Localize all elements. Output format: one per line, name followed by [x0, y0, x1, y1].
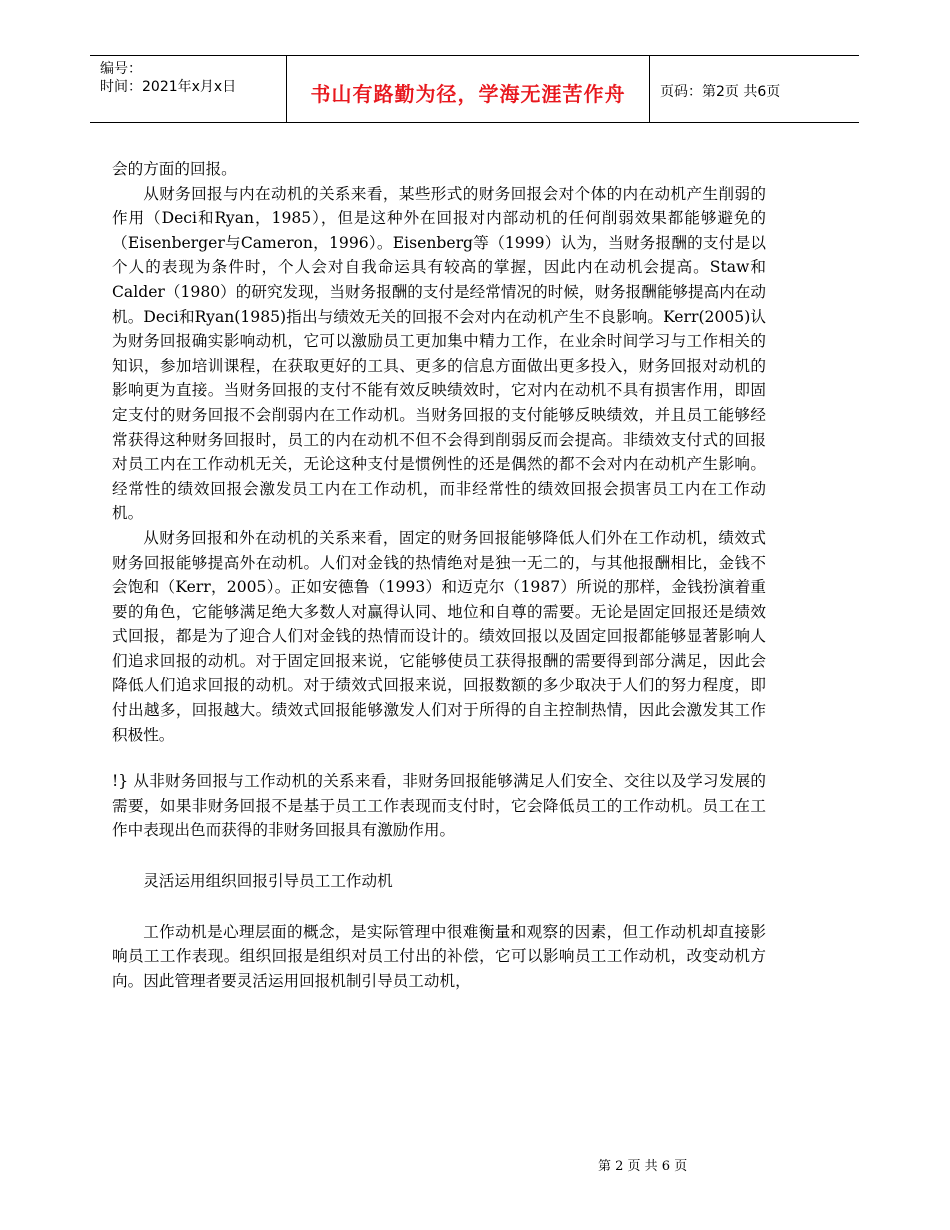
page-footer: 第 2 页 共 6 页 [598, 1159, 688, 1174]
header-motto: 书山有路勤为径，学海无涯苦作舟 [310, 82, 626, 106]
document-time-label: 时间：2021年x月x日 [100, 79, 237, 95]
header-page-cell [650, 56, 859, 122]
page-header [90, 55, 859, 123]
paragraph-financial-extrinsic: 从财务回报和外在动机的关系来看，固定的财务回报能够降低人们外在工作动机，绩效式财务回报能够提高外在动机。人们对金钱的热情绝对是独一无二的，与其他报酬相比，金钱不会饱和（Kerr，2005）。正如安德鲁（1993）和迈克尔（1987）所说的那样，金钱扮演着重要的角色，它能够满足绝大多数人对赢得认同、地位和自尊的需要。无论是固定回报还是绩效式回报，都是为了迎合人们对金钱的热情而设计的。绩效回报以及固定回报都能够显著影响人们追求回报的动机。对于固定回报来说，它能够使员工获得报酬的需要得到部分满足，因此会降低人们追求回报的动机。对于绩效式回报来说，回报数额的多少取决于人们的努力程度，即付出越多，回报越大。绩效式回报能够激发人们对于所得的自主控制热情，因此会激发其工作积极性。 [112, 528, 766, 744]
paragraph-continuation: 会的方面的回报。 [112, 160, 237, 178]
document-number-label: 编号： [100, 61, 142, 77]
header-meta [90, 56, 286, 122]
paragraph-financial-intrinsic: 从财务回报与内在动机的关系来看，某些形式的财务回报会对个体的内在动机产生削弱的作用（Deci和Ryan，1985），但是这种外在回报对内部动机的任何削弱效果都能够避免的（Eisenberger与Cameron，1996）。Eisenberg等（1999）认为，当财务报酬的支付是以个人的表现为条件时，个人会对自我命运具有较高的掌握，因此内在动机会提高。Staw和Calder（1980）的研究发现，当财务报酬的支付是经常情况的时候，财务报酬能够提高内在动机。Deci和Ryan(1985)指出与绩效无关的回报不会对内在动机产生不良影响。Kerr(2005)认为财务回报确实影响动机，它可以激励员工更加集中精力工作，在业余时间学习与工作相关的知识，参加培训课程，在获取更好的工具、更多的信息方面做出更多投入，财务回报对动机的影响更为直接。当财务回报的支付不能有效反映绩效时，它对内在动机不具有损害作用，即固定支付的财务回报不会削弱内在工作动机。当财务回报的支付能够反映绩效，并且员工能够经常获得这种财务回报时，员工的内在动机不但不会得到削弱反而会提高。非绩效支付式的回报对员工内在工作动机无关，无论这种支付是惯例性的还是偶然的都不会对内在动机产生影响。经常性的绩效回报会激发员工内在工作动机，而非经常性的绩效回报会损害员工内在工作动机。 [112, 184, 766, 523]
section-heading: 灵活运用组织回报引导员工工作动机 [143, 872, 393, 891]
header-motto-cell [286, 56, 650, 122]
paragraph-nonfinancial: !} 从非财务回报与工作动机的关系来看，非财务回报能够满足人们安全、交往以及学习发展的需要，如果非财务回报不是基于员工工作表现而支付时，它会降低员工的工作动机。员工在工作中表现出色而获得的非财务回报具有激励作用。 [112, 772, 766, 840]
header-page-number: 页码：第2页 共6页 [660, 84, 781, 100]
document-body [112, 157, 766, 993]
paragraph-work-motivation: 工作动机是心理层面的概念，是实际管理中很难衡量和观察的因素，但工作动机却直接影响员工工作表现。组织回报是组织对员工付出的补偿，它可以影响员工工作动机，改变动机方向。因此管理者要灵活运用回报机制引导员工动机， [112, 922, 766, 990]
